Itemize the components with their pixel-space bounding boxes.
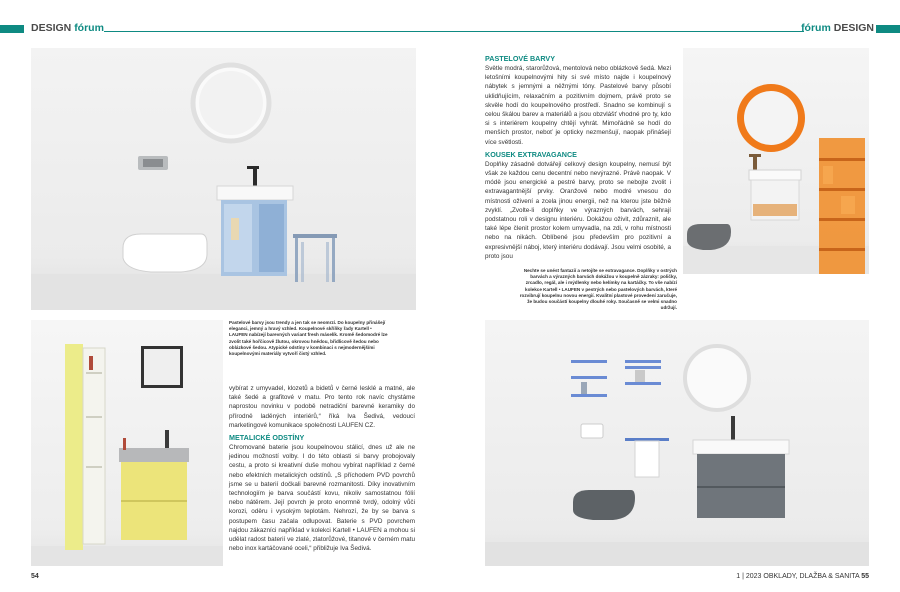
page-number-right: 55	[861, 573, 869, 580]
article-column-left	[229, 384, 415, 553]
paragraph-metallic: Chromované baterie jsou koupelnovou stálicí, dnes už ale ne jedinou možností volby. I do této oblasti si barvy probojovaly cestu, a proto si kreativní duše mohou vybírat například z černé nebo efektních metalických odstínů. „S příchodem PVD povrchů jsme se u baterií dočkali barevné rozmanitosti. Díky inovativním technologiím je barva součástí kovu, nikoliv samostatnou fólií nebo nátěrem. Její povrch je proto enormně tvrdý, odolný vůči korozi, oděru i vysokým teplotám. Nehrozí, že by se barva s postupem času začala odlupovat. Baterie s PVD povrchem najdou zákazníci například v kolekci Kartell • LAUFEN a mohou si udělat radost baterií ve zlaté, zlatorůžové, titanové v černém matu nebo inox kartáčované oceli,“ přibližuje Iva Šedivá.	[229, 444, 415, 553]
heading-pastel: PASTELOVÉ BARVY	[485, 54, 556, 63]
paragraph-extravagance: Doplňky zásadně dotvářejí celkový design koupelny, nemusí být však ze každou cenu decentní nebo nevýrazné. Právě naopak. V módě jsou energické a pestré barvy, proto se nebojte zvolit i extravagantnější prvky. Oranžové nebo modré vnesou do místnosti oživení a zcela jinou energii, než na kterou jste běžně zvyklí. „Zvolte-li doplňky ve výrazných barvách, sehrají podstatnou roli v designu interiéru. Dokážou oživit, zdůraznit, ale také lépe členit prostor kolem umyvadla, na zdi, v rohu místnosti nebo na nikách. Oblíbené jsou především pro pozitivní a expresivnější náboj, který interiéru dodávají. Jsou velmi osobité, a proto jsou	[485, 160, 671, 260]
article-column-right	[485, 51, 671, 261]
footer-right	[736, 573, 869, 580]
paragraph-pastel: Světle modrá, starorůžová, mentolová nebo oblázkově šedá. Mezi letošními koupelnovými hity si své místo najde i koupelnový nábytek s jemnými a něžnými tóny. Pastelové barvy působí uklidňujícím, relaxačním a pozitivním dojmem, právě proto se skvěle hodí do koupelnového prostředí. Snadno se kombinují s celou škálou barev a materiálů a jsou obzvlášť vhodné pro ty, kdo si s interiérem koupelny chtějí vyhrát. Mimořádně se hodí do menších prostor, neboť je opticky nezmenšují, naopak přinášejí více světlosti.	[485, 65, 671, 146]
caption-pastel: Pastelové barvy jsou trendy a jen tak se neomrzí. Do koupelny přinášejí eleganci, jemný a hravý vzhled. Koupelnové skříňky řady Kartell • LAUFEN nabízejí barevných variant fresh máselík. Kromě šedomodré lze zvolit také hořčicově žlutou, okrovou hnědou, břidlicově šedou nebo oblázkové šedou. Atypické odstíny v kombinaci s nejmodernějšími koupelnovými materiály vytvoří čistý vzhled.	[229, 320, 388, 357]
section-title-design: DESIGN	[31, 22, 72, 34]
heading-metallic: METALICKÉ ODSTÍNY	[229, 433, 305, 443]
photo-yellow-furniture	[31, 320, 223, 566]
header-rule-right	[450, 31, 804, 32]
heading-extravagance: KOUSEK EXTRAVAGANCE	[485, 149, 577, 159]
section-title-right	[801, 22, 874, 36]
caption-extravagance: Nechte se unést fantazií a netojíte se extravagance. Doplňky v ostrých barvách a výrazných barvách dokážou v koupelně zázraky: poličky, zrcadlo, regál, ale i mýdlenky nebo kelímky na kartáčky. To vše nabízí kolekce Kartell • LAUFEN v pestrých nebo pastelových barvách, které rozvibrují koupelnu novou energií. Kvalitní plastové provedení zaručuje, že budou součástí koupelny dlouhé roky. Současně se velmi snadno udržují.	[519, 268, 677, 311]
section-title-left	[31, 22, 104, 36]
header-tab-right	[876, 25, 900, 33]
photo-orange-accessories	[683, 48, 869, 274]
paragraph-continuation: vybírat z umyvadel, klozetů a bidetů v černé lesklé a matné, ale také šedé a grafitové v matu. Pro tento rok navíc chystáme naprostou novinku v podobě netradiční barevné keramiky do přírodně laděných interiérů,“ říká Iva Šedivá, vedoucí marketingové komunikace společnosti LAUFEN CZ.	[229, 385, 415, 429]
section-title-forum: fórum	[74, 22, 104, 34]
photo-pastel-bathroom	[31, 48, 416, 310]
section-title-forum: fórum	[801, 22, 831, 34]
publication-name: 1 | 2023 OBKLADY, DLAŽBA & SANITA	[736, 573, 860, 580]
photo-grey-furniture	[485, 320, 869, 566]
header-tab-left	[0, 25, 24, 33]
page-number-left: 54	[31, 573, 39, 580]
header-rule-left	[104, 31, 450, 32]
section-title-design: DESIGN	[833, 22, 874, 34]
